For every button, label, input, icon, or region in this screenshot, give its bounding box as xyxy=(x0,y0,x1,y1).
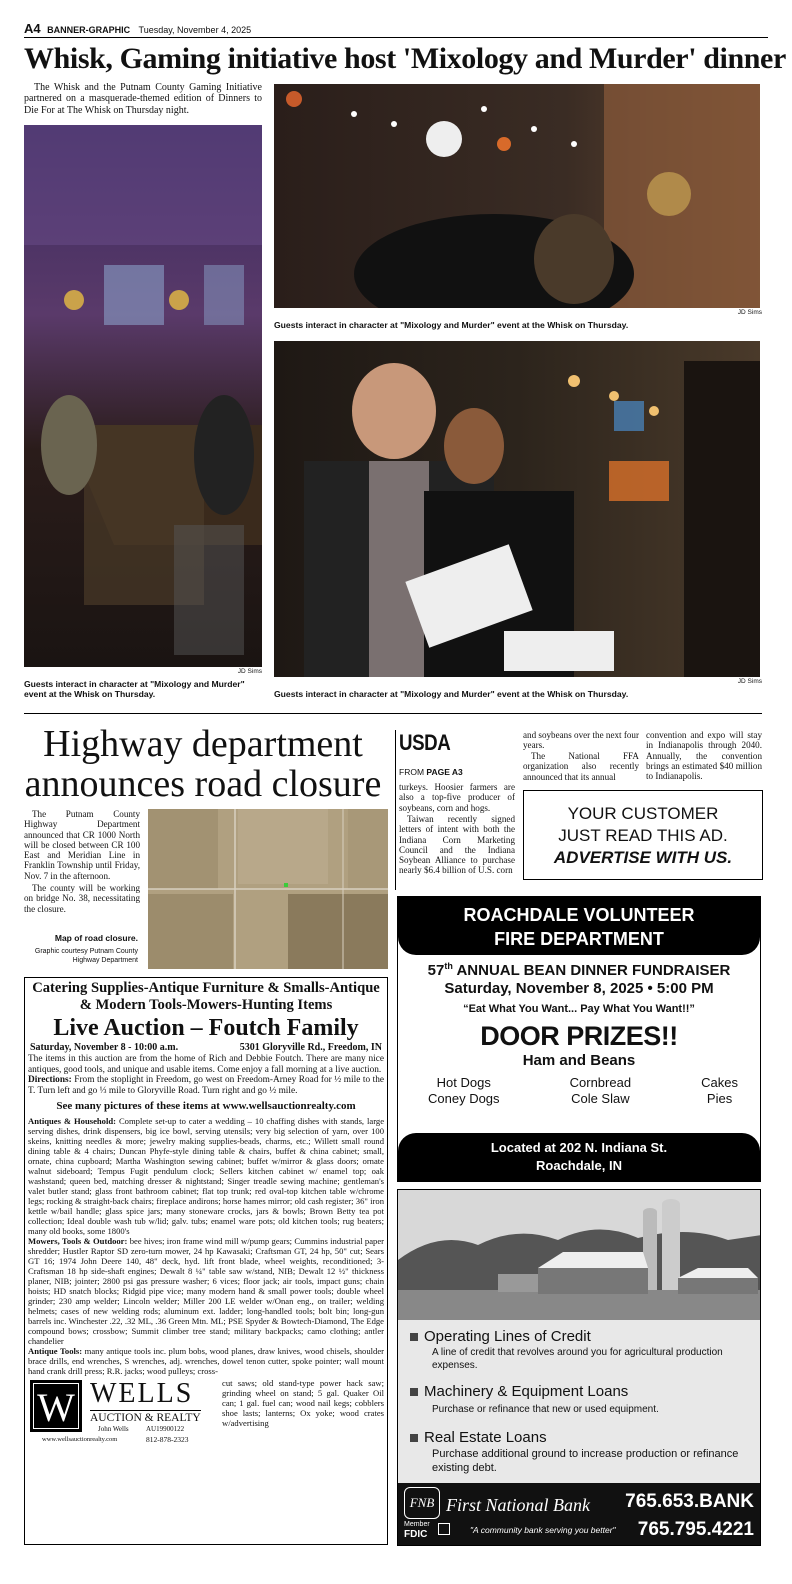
auction-address: 5301 Gloryville Rd., Freedom, IN xyxy=(239,1042,382,1053)
headline-mixology: Whisk, Gaming initiative host 'Mixology and Murder' dinner xyxy=(24,42,786,75)
service-desc: Purchase or refinance that new or used equipment. xyxy=(432,1404,659,1415)
location-line2: Roachdale, IN xyxy=(536,1158,622,1173)
wells-web: www.wellsauctionrealty.com xyxy=(42,1436,118,1444)
service-title-row xyxy=(410,1428,746,1447)
fdic-badge: FDIC xyxy=(404,1529,428,1540)
wells-agent: John Wells xyxy=(98,1425,129,1434)
menu-item: Hot Dogs xyxy=(436,1075,491,1090)
paper-name: BANNER-GRAPHIC xyxy=(47,25,131,35)
annual-sup: th xyxy=(444,961,453,971)
headline-road-closure: Highway department announces road closure xyxy=(24,723,382,805)
bullet-square-icon xyxy=(410,1388,418,1396)
photo3-caption: Guests interact in character at "Mixology and Murder" event at the Whisk on Thursday. xyxy=(274,689,629,699)
service-credit xyxy=(410,1327,746,1372)
location-line1: Located at 202 N. Indiana St. xyxy=(490,1140,668,1155)
menu-col-1 xyxy=(428,1075,500,1107)
bullet-square-icon xyxy=(410,1333,418,1341)
bank-monogram: FNB xyxy=(404,1487,440,1519)
door-prizes: DOOR PRIZES!! xyxy=(480,1021,678,1051)
menu-item: Pies xyxy=(706,1091,733,1106)
fire-annual xyxy=(398,961,760,979)
auction-date: Saturday, November 8 - 10:00 a.m. xyxy=(30,1042,179,1053)
bank-phone2: 765.795.4221 xyxy=(637,1519,754,1540)
map-caption: Map of road closure. xyxy=(54,933,138,943)
fire-location xyxy=(398,1133,760,1181)
lede-mixology: The Whisk and the Putnam County Gaming Initiative partnered on a masquerade-themed edition of Dinners to Die For at The Whisk on Thursday night. xyxy=(24,82,262,116)
service-desc: A line of credit that revolves around you for agricultural production expenses. xyxy=(432,1347,723,1371)
fire-dept-line1: ROACHDALE VOLUNTEER xyxy=(463,905,695,925)
farm-photo xyxy=(398,1190,760,1320)
house-ad-line3: ADVERTISE WITH US. xyxy=(553,848,733,867)
bank-member: Member xyxy=(404,1521,430,1528)
tools-label: Antique Tools: xyxy=(28,1346,83,1357)
service-title: Operating Lines of Credit xyxy=(424,1328,591,1345)
equal-housing-icon xyxy=(438,1523,450,1535)
auction-title: Live Auction – Foutch Family xyxy=(53,1015,359,1041)
service-title-row xyxy=(410,1327,746,1346)
auction-tools xyxy=(28,1346,384,1376)
service-machinery xyxy=(410,1382,746,1416)
mowers-label: Mowers, Tools & Outdoor: xyxy=(28,1236,128,1247)
bullet-square-icon xyxy=(410,1434,418,1442)
wells-sub: AUCTION & REALTY xyxy=(90,1412,201,1425)
photo-dinner-table xyxy=(24,125,262,667)
menu-col-3 xyxy=(701,1075,738,1107)
auction-mowers xyxy=(28,1236,384,1346)
road-closure-para2: The county will be working on bridge No. 38, necessitating the closure. xyxy=(24,883,140,914)
directions-text: From the stoplight in Freedom, go west on Freedom-Arney Road for ½ mile to the T. Turn left and go ⅓ mile to Gloryville Road. Turn right and go ½ mile. xyxy=(28,1075,384,1096)
photo2-credit: JD Sims xyxy=(737,309,762,316)
annual-number: 57 xyxy=(427,962,445,979)
auction-pictures-link[interactable]: See many pictures of these items at www.wellsauctionrealty.com xyxy=(56,1100,356,1113)
bank-tagline: "A community bank serving you better" xyxy=(470,1525,616,1535)
jump-page: PAGE A3 xyxy=(426,767,463,777)
section-divider xyxy=(24,713,762,714)
wells-monogram xyxy=(30,1380,82,1432)
column-divider xyxy=(395,730,396,890)
auction-household xyxy=(28,1116,384,1236)
menu-item: Coney Dogs xyxy=(428,1091,500,1106)
service-real-estate xyxy=(410,1428,746,1475)
tools-text-a: many antique tools inc. plum bobs, wood planes, draw knives, wood chisels, shoulder brace drills, end wrenches, S wrenches, adj. wrenches, dowel tenon cutter, spoke pointer; wall mount hand crank drill press; R.R. jacks; wood pulleys; cross- xyxy=(28,1346,384,1377)
photo1-credit: JD Sims xyxy=(237,668,262,675)
service-title-row xyxy=(410,1382,746,1401)
road-closure-para1: The Putnam County Highway Department announced that CR 1000 North will be closed between CR 100 East and Meridian Line in Franklin Township until Friday, Nov. 7 in the afternoon. xyxy=(24,809,140,881)
auction-top-line: Catering Supplies-Antique Furniture & Smalls-Antique & Modern Tools-Mowers-Hunting Items xyxy=(32,980,380,1013)
directions-label: Directions: xyxy=(28,1075,72,1086)
wells-letter: W xyxy=(37,1385,75,1431)
usda-col2-p2: The National FFA organization also recently announced that its annual xyxy=(523,751,639,782)
house-ad-line1: YOUR CUSTOMER xyxy=(567,804,719,823)
auction-date-row xyxy=(28,1042,384,1054)
photo3-credit: JD Sims xyxy=(737,678,762,685)
household-text: Complete set-up to cater a wedding – 10 chaffing dishes with stands, large serving dishes, drink dispensers, big ice bowl, serving utensils; very big selection of yarn, over 100 skeins, knitting needles & more; jewelry making supplies-beads, charms, etc.; Willett small round dining table & 4 chairs; Duncan Phyfe-style dining table & chairs, buffet & china cabinet; small, ornate, china cupboard; Martha Washington sewing cabinet; buffet w/mirror & glass doors; ornate walnut sideboard; Tempus Fugit pendulum clock; Sellers kitchen cabinet w/ enamel top; oak washstand; queen bed, matching dresser & nightstand; Singer treadle sewing machine; gentleman's valet butler stand; glass front bathroom cabinet; flat top trunk; red oval-top kitchen table w/chrome legs; rocking & straight-back chairs; fireplace andirons; horse hames mirror; old cash register; 36" iron kettle w/bail handle; glass spice jars; many stoneware crocks, jars & bowls; Brown Betty tea pot collection; Ideal double wash tub w/lid; galv. tubs; enamel ware pots; old kitchen tools; rug beaters; many old books, some 1800's xyxy=(28,1116,385,1237)
usda-col1-p1: turkeys. Hoosier farmers are also a top-five producer of soybeans, corn and hogs. xyxy=(399,782,515,813)
photo2-caption: Guests interact in character at "Mixology and Murder" event at the Whisk on Thursday. xyxy=(274,320,629,330)
fire-date: Saturday, November 8, 2025 • 5:00 PM xyxy=(444,980,714,997)
house-ad xyxy=(523,790,763,880)
photo1-caption: Guests interact in character at "Mixology and Murder" event at the Whisk on Thursday. xyxy=(24,679,245,700)
issue-date: Tuesday, November 4, 2025 xyxy=(138,25,252,35)
menu-item: Cornbread xyxy=(569,1075,632,1090)
page-number: A4 xyxy=(24,21,41,36)
wells-phone: 812-878-2323 xyxy=(146,1435,189,1445)
usda-kicker: USDA xyxy=(399,730,451,755)
service-title: Real Estate Loans xyxy=(424,1429,547,1446)
menu-col-2 xyxy=(570,1075,631,1107)
bank-footer xyxy=(398,1483,760,1545)
usda-jump xyxy=(399,767,463,777)
map-credit: Graphic courtesy Putnam County Highway Department xyxy=(34,948,138,964)
usda-col3-p1: convention and expo will stay in Indianapolis through 2040. Annually, the convention brings an estimated $40 million to Indianapolis. xyxy=(646,730,762,782)
annual-title: ANNUAL BEAN DINNER FUNDRAISER xyxy=(456,962,731,979)
bank-services xyxy=(398,1320,760,1475)
fire-dept-line2: FIRE DEPARTMENT xyxy=(494,929,664,949)
jump-from: FROM xyxy=(399,767,425,777)
bank-ad xyxy=(397,1189,761,1546)
wells-license: AU19900122 xyxy=(146,1425,185,1434)
tools-text-b: cut saws; old stand-type power hack saw; grinding wheel on stand; 5 gal. Quaker Oil can; 1 gal. fuel can; wood nail kegs; cobblers shoe lasts; lanterns; Ox yoke; wood crates w/advertising xyxy=(222,1378,384,1429)
bank-phone1: 765.653.BANK xyxy=(625,1491,754,1512)
household-label: Antiques & Household: xyxy=(28,1116,116,1127)
menu-item: Cole Slaw xyxy=(571,1091,630,1106)
fire-dept-banner xyxy=(398,897,760,955)
map-road-closure xyxy=(148,809,388,969)
service-desc: Purchase additional ground to increase production or refinance existing debt. xyxy=(432,1448,739,1474)
auction-directions xyxy=(28,1075,384,1096)
bank-name: First National Bank xyxy=(446,1495,590,1515)
mowers-text: bee hives; iron frame wind mill w/pump gears; Cummins industrial paper shredder; Hustler Raptor SD zero-turn mower, 24 hp Kawasaki; Craftsman GT, 24 hp, 50" cut; Sears GT 16; 1974 John Deere 140, 48" deck, hyd. lift front blade, wheel weights, reconditioned; 3-Craftsman 18 hp side-shaft engines; Dewalt 8 ¼" table saw w/stand, NIB; Dewalt 12 ½" thickness planer, NIB; jointer; 2800 psi gas pressure washer; 6 vices; floor jack; air tools, impact guns; chain hoists; HD snatch blocks; Ridgid pipe vice; many modern hand & small power tools; double wheel grinder; 230 amp welder; Lincoln welder; Miller 200 LE welder w/Onan eng., on trailer; welding helmets; cases of new welding rods; aluminum ext. ladder; long-handled tools; bolt bin; long-gun barrels inc. Winchester .22, .32 ML, .36 Green Mtn. ML; PSE Spyder & Bowtech-Diamond, The Edge compound bows; crossbow; Summit climber tree stand; military backpacks; camo clothing; antler chandelier xyxy=(28,1236,385,1347)
photo-guests-character xyxy=(274,341,760,677)
photo-party-crowd xyxy=(274,84,760,308)
auction-intro: The items in this auction are from the home of Rich and Debbie Foutch. There are many nice antiques, good tools, and unique and usable items. Come enjoy a fall morning at a live auction. xyxy=(28,1054,384,1075)
fire-slogan: “Eat What You Want... Pay What You Want!!” xyxy=(463,1003,695,1015)
auction-ad xyxy=(24,977,388,1545)
usda-col2-p1: and soybeans over the next four years. xyxy=(523,730,639,751)
fire-dept-ad xyxy=(397,896,761,1182)
main-dish: Ham and Beans xyxy=(522,1052,636,1069)
page-header xyxy=(24,20,768,38)
service-title: Machinery & Equipment Loans xyxy=(424,1383,629,1400)
usda-col1-p2: Taiwan recently signed letters of intent with both the Indiana Corn Marketing Council and the Indiana Soybean Alliance to purchase nearly $6.4 billion of U.S. corn xyxy=(399,814,515,876)
house-ad-line2: JUST READ THIS AD. xyxy=(558,826,728,845)
menu-grid xyxy=(398,1075,760,1107)
auction-bottom xyxy=(28,1378,384,1450)
menu-item: Cakes xyxy=(701,1075,738,1090)
wells-name: WELLS xyxy=(90,1378,194,1410)
wells-logo xyxy=(28,1378,218,1450)
